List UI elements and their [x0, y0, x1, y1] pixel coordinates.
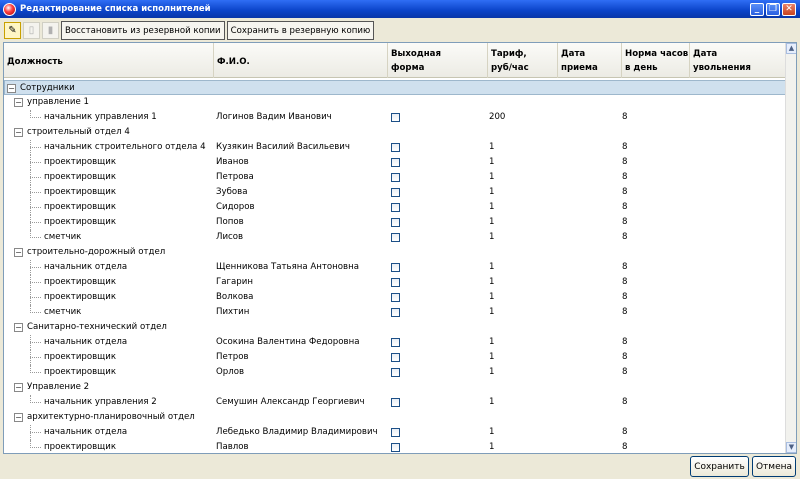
position-cell: проектировщик: [44, 277, 117, 287]
column-header-hire-date[interactable]: Дата приема: [558, 43, 622, 78]
grid-header: [4, 43, 786, 78]
tree-connector: [30, 260, 31, 275]
hours-cell: 8: [622, 367, 628, 377]
tariff-cell: 1: [489, 217, 495, 227]
tree-connector: [30, 342, 41, 343]
tariff-cell: 1: [489, 157, 495, 167]
tree-connector: [30, 395, 31, 403]
position-cell: проектировщик: [44, 352, 117, 362]
performers-grid[interactable]: [3, 42, 797, 454]
fio-cell: Сидоров: [216, 202, 255, 212]
collapse-icon[interactable]: −: [15, 383, 22, 392]
scroll-down-icon[interactable]: ▼: [786, 442, 797, 453]
output-form-checkbox[interactable]: [391, 308, 400, 317]
position-cell: проектировщик: [44, 202, 117, 212]
position-cell: сметчик: [44, 307, 82, 317]
output-form-checkbox[interactable]: [391, 368, 400, 377]
restore-backup-button[interactable]: Восстановить из резервной копии: [61, 21, 225, 40]
position-cell: проектировщик: [44, 187, 117, 197]
output-form-checkbox[interactable]: [391, 143, 400, 152]
output-form-checkbox[interactable]: [391, 233, 400, 242]
position-cell: сметчик: [44, 232, 82, 242]
output-form-checkbox[interactable]: [391, 173, 400, 182]
group-label: Санитарно-технический отдел: [27, 322, 167, 332]
table-row[interactable]: [4, 335, 786, 350]
group-row[interactable]: [4, 320, 786, 335]
hours-cell: 8: [622, 442, 628, 452]
hours-cell: 8: [622, 112, 628, 122]
cancel-button[interactable]: Отмена: [752, 456, 796, 477]
table-row[interactable]: [4, 350, 786, 365]
collapse-icon[interactable]: −: [8, 84, 15, 93]
table-row[interactable]: [4, 290, 786, 305]
tree-connector: [30, 215, 31, 230]
tariff-cell: 1: [489, 232, 495, 242]
vertical-scrollbar[interactable]: [785, 43, 796, 453]
position-cell: проектировщик: [44, 157, 117, 167]
collapse-icon[interactable]: −: [15, 323, 22, 332]
tree-connector: [30, 155, 31, 170]
group-label: строительный отдел 4: [27, 127, 130, 137]
tree-connector: [30, 357, 41, 358]
tree-connector: [30, 440, 31, 448]
save-button[interactable]: Сохранить: [690, 456, 749, 477]
table-row[interactable]: [4, 230, 786, 245]
group-row[interactable]: [4, 245, 786, 260]
group-label: управление 1: [27, 97, 89, 107]
table-row[interactable]: [4, 275, 786, 290]
table-row[interactable]: [4, 260, 786, 275]
tree-connector: [30, 372, 41, 373]
position-cell: начальник строительного отдела 4: [44, 142, 206, 152]
tree-connector: [30, 365, 31, 373]
position-cell: начальник отдела: [44, 337, 128, 347]
tariff-cell: 1: [489, 172, 495, 182]
fio-cell: Лебедько Владимир Владимирович: [216, 427, 378, 437]
app-icon: [3, 3, 16, 16]
tariff-cell: 1: [489, 307, 495, 317]
position-cell: начальник отдела: [44, 262, 128, 272]
tariff-cell: 1: [489, 397, 495, 407]
toolbar: [4, 21, 374, 40]
collapse-icon[interactable]: −: [15, 413, 22, 422]
column-header-dismissal-date[interactable]: Дата увольнения: [693, 49, 751, 73]
title-bar: [0, 0, 800, 18]
hours-cell: 8: [622, 262, 628, 272]
table-row[interactable]: [4, 425, 786, 440]
table-row[interactable]: [4, 215, 786, 230]
output-form-checkbox[interactable]: [391, 263, 400, 272]
group-label: Управление 2: [27, 382, 90, 392]
close-icon[interactable]: ✕: [782, 3, 796, 16]
tariff-cell: 1: [489, 277, 495, 287]
hours-cell: 8: [622, 397, 628, 407]
position-cell: проектировщик: [44, 217, 117, 227]
position-cell: начальник управления 1: [44, 112, 157, 122]
fio-cell: Осокина Валентина Федоровна: [216, 337, 360, 347]
tree-connector: [30, 147, 41, 148]
fio-cell: Иванов: [216, 157, 249, 167]
tree-connector: [30, 275, 31, 290]
new-document-icon[interactable]: ▯: [23, 22, 40, 39]
output-form-checkbox[interactable]: [391, 188, 400, 197]
hours-cell: 8: [622, 352, 628, 362]
table-row[interactable]: [4, 365, 786, 380]
edit-icon[interactable]: ✎: [4, 22, 21, 39]
maximize-icon[interactable]: ❐: [766, 3, 780, 16]
fio-cell: Щенникова Татьяна Антоновна: [216, 262, 359, 272]
tree-connector: [30, 185, 31, 200]
tree-connector: [30, 222, 41, 223]
column-header-output-form[interactable]: Выходная форма: [388, 43, 488, 78]
tariff-cell: 1: [489, 367, 495, 377]
position-cell: начальник отдела: [44, 427, 128, 437]
column-header-fio[interactable]: Ф.И.О.: [214, 43, 388, 78]
fio-cell: Павлов: [216, 442, 249, 452]
tree-connector: [30, 297, 41, 298]
group-row[interactable]: [4, 410, 786, 425]
tree-connector: [30, 237, 41, 238]
tariff-cell: 1: [489, 187, 495, 197]
tariff-cell: 1: [489, 142, 495, 152]
tree-connector: [30, 432, 41, 433]
tariff-cell: 1: [489, 337, 495, 347]
hours-cell: 8: [622, 277, 628, 287]
tree-connector: [30, 447, 41, 448]
hours-cell: 8: [622, 187, 628, 197]
hours-cell: 8: [622, 202, 628, 212]
output-form-checkbox[interactable]: [391, 218, 400, 227]
collapse-icon[interactable]: −: [15, 98, 22, 107]
tree-connector: [30, 267, 41, 268]
fio-cell: Гагарин: [216, 277, 253, 287]
tree-connector: [30, 162, 41, 163]
output-form-checkbox[interactable]: [391, 443, 400, 452]
table-row[interactable]: [4, 440, 786, 454]
output-form-checkbox[interactable]: [391, 353, 400, 362]
fio-cell: Зубова: [216, 187, 248, 197]
fio-cell: Семушин Александр Георгиевич: [216, 397, 365, 407]
tree-connector: [30, 425, 31, 440]
fio-cell: Волкова: [216, 292, 254, 302]
hours-cell: 8: [622, 172, 628, 182]
fio-cell: Орлов: [216, 367, 245, 377]
output-form-checkbox[interactable]: [391, 278, 400, 287]
table-row[interactable]: [4, 185, 786, 200]
output-form-checkbox[interactable]: [391, 398, 400, 407]
window-title: Редактирование списка исполнителей: [20, 4, 211, 14]
tariff-cell: 1: [489, 427, 495, 437]
position-cell: начальник управления 2: [44, 397, 157, 407]
tree-connector: [30, 282, 41, 283]
column-header-tariff[interactable]: Тариф, руб/час: [488, 43, 558, 78]
fio-cell: Петров: [216, 352, 249, 362]
position-cell: проектировщик: [44, 442, 117, 452]
save-backup-button[interactable]: Сохранить в резервную копию: [227, 21, 375, 40]
group-row[interactable]: [4, 125, 786, 140]
scroll-up-icon[interactable]: ▲: [786, 43, 797, 54]
grid-body: [4, 80, 786, 454]
collapse-icon[interactable]: −: [15, 128, 22, 137]
tree-connector: [30, 305, 31, 313]
fio-cell: Кузякин Василий Васильевич: [216, 142, 350, 152]
tree-connector: [30, 312, 41, 313]
hours-cell: 8: [622, 142, 628, 152]
position-cell: проектировщик: [44, 367, 117, 377]
output-form-checkbox[interactable]: [391, 113, 400, 122]
table-row[interactable]: [4, 140, 786, 155]
table-row[interactable]: [4, 110, 786, 125]
tree-connector: [30, 335, 31, 350]
fio-cell: Пихтин: [216, 307, 250, 317]
output-form-checkbox[interactable]: [391, 158, 400, 167]
position-cell: проектировщик: [44, 172, 117, 182]
tree-connector: [30, 140, 31, 155]
tree-connector: [30, 230, 31, 238]
column-header-position[interactable]: Должность: [4, 43, 214, 78]
tariff-cell: 1: [489, 442, 495, 452]
tariff-cell: 200: [489, 112, 506, 122]
delete-icon[interactable]: ▮: [42, 22, 59, 39]
tree-connector: [30, 170, 31, 185]
output-form-checkbox[interactable]: [391, 293, 400, 302]
column-header-hours[interactable]: Норма часов в день: [622, 43, 690, 78]
hours-cell: 8: [622, 157, 628, 167]
tree-connector: [30, 192, 41, 193]
tree-connector: [30, 110, 31, 118]
tree-connector: [30, 350, 31, 365]
position-cell: проектировщик: [44, 292, 117, 302]
tariff-cell: 1: [489, 262, 495, 272]
tree-connector: [30, 290, 31, 305]
group-row[interactable]: [4, 95, 786, 110]
group-row[interactable]: [4, 380, 786, 395]
output-form-checkbox[interactable]: [391, 203, 400, 212]
group-label: архитектурно-планировочный отдел: [27, 412, 195, 422]
table-row[interactable]: [4, 395, 786, 410]
hours-cell: 8: [622, 217, 628, 227]
hours-cell: 8: [622, 337, 628, 347]
table-row[interactable]: [4, 155, 786, 170]
fio-cell: Логинов Вадим Иванович: [216, 112, 332, 122]
output-form-checkbox[interactable]: [391, 338, 400, 347]
tree-root-label: Сотрудники: [20, 83, 75, 93]
tree-connector: [30, 177, 41, 178]
tree-root-row[interactable]: [4, 80, 786, 95]
table-row[interactable]: [4, 200, 786, 215]
tree-connector: [30, 402, 41, 403]
collapse-icon[interactable]: −: [15, 248, 22, 257]
hours-cell: 8: [622, 307, 628, 317]
hours-cell: 8: [622, 292, 628, 302]
tariff-cell: 1: [489, 292, 495, 302]
tree-connector: [30, 207, 41, 208]
tariff-cell: 1: [489, 352, 495, 362]
tree-connector: [30, 200, 31, 215]
tariff-cell: 1: [489, 202, 495, 212]
window-controls: [750, 3, 796, 16]
hours-cell: 8: [622, 232, 628, 242]
hours-cell: 8: [622, 427, 628, 437]
fio-cell: Петрова: [216, 172, 254, 182]
fio-cell: Лисов: [216, 232, 244, 242]
group-label: строительно-дорожный отдел: [27, 247, 166, 257]
table-row[interactable]: [4, 170, 786, 185]
minimize-icon[interactable]: _: [750, 3, 764, 16]
table-row[interactable]: [4, 305, 786, 320]
tree-connector: [30, 117, 41, 118]
output-form-checkbox[interactable]: [391, 428, 400, 437]
fio-cell: Попов: [216, 217, 244, 227]
